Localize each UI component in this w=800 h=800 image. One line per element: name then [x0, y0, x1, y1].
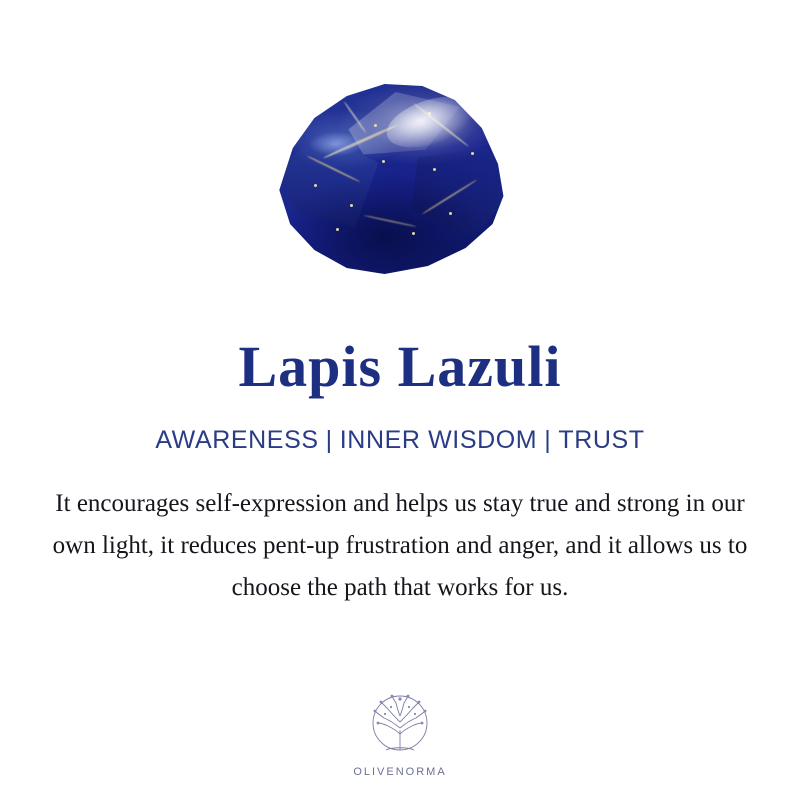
stone-image-area — [0, 0, 800, 330]
keyword-separator: | — [325, 426, 333, 454]
brand-name: OLIVENORMA — [353, 766, 447, 778]
pyrite-fleck — [382, 160, 385, 163]
keyword-inner-wisdom: INNER WISDOM — [339, 426, 538, 454]
keyword-list — [155, 426, 644, 455]
stone-facet — [412, 148, 515, 240]
tree-of-life-icon — [358, 690, 442, 762]
brand-logo — [0, 690, 800, 778]
description-text: It encourages self-expression and helps us stay true and strong in our own light, it reduces pent-up frustration and anger, and it allows us to choose the path that works for us. — [52, 490, 748, 601]
page-title: Lapis Lazuli — [238, 334, 562, 399]
pyrite-fleck — [471, 152, 474, 155]
keyword-awareness: AWARENESS — [155, 426, 319, 454]
pyrite-fleck — [412, 232, 415, 235]
keyword-separator: | — [544, 426, 552, 454]
pyrite-fleck — [374, 124, 377, 127]
lapis-lazuli-stone-image — [255, 80, 525, 280]
stone-highlight — [309, 132, 363, 156]
stone-body — [255, 80, 525, 280]
stone-vein — [363, 214, 416, 227]
keyword-trust: TRUST — [558, 426, 645, 454]
pyrite-fleck — [336, 228, 339, 231]
pyrite-fleck — [350, 204, 353, 207]
